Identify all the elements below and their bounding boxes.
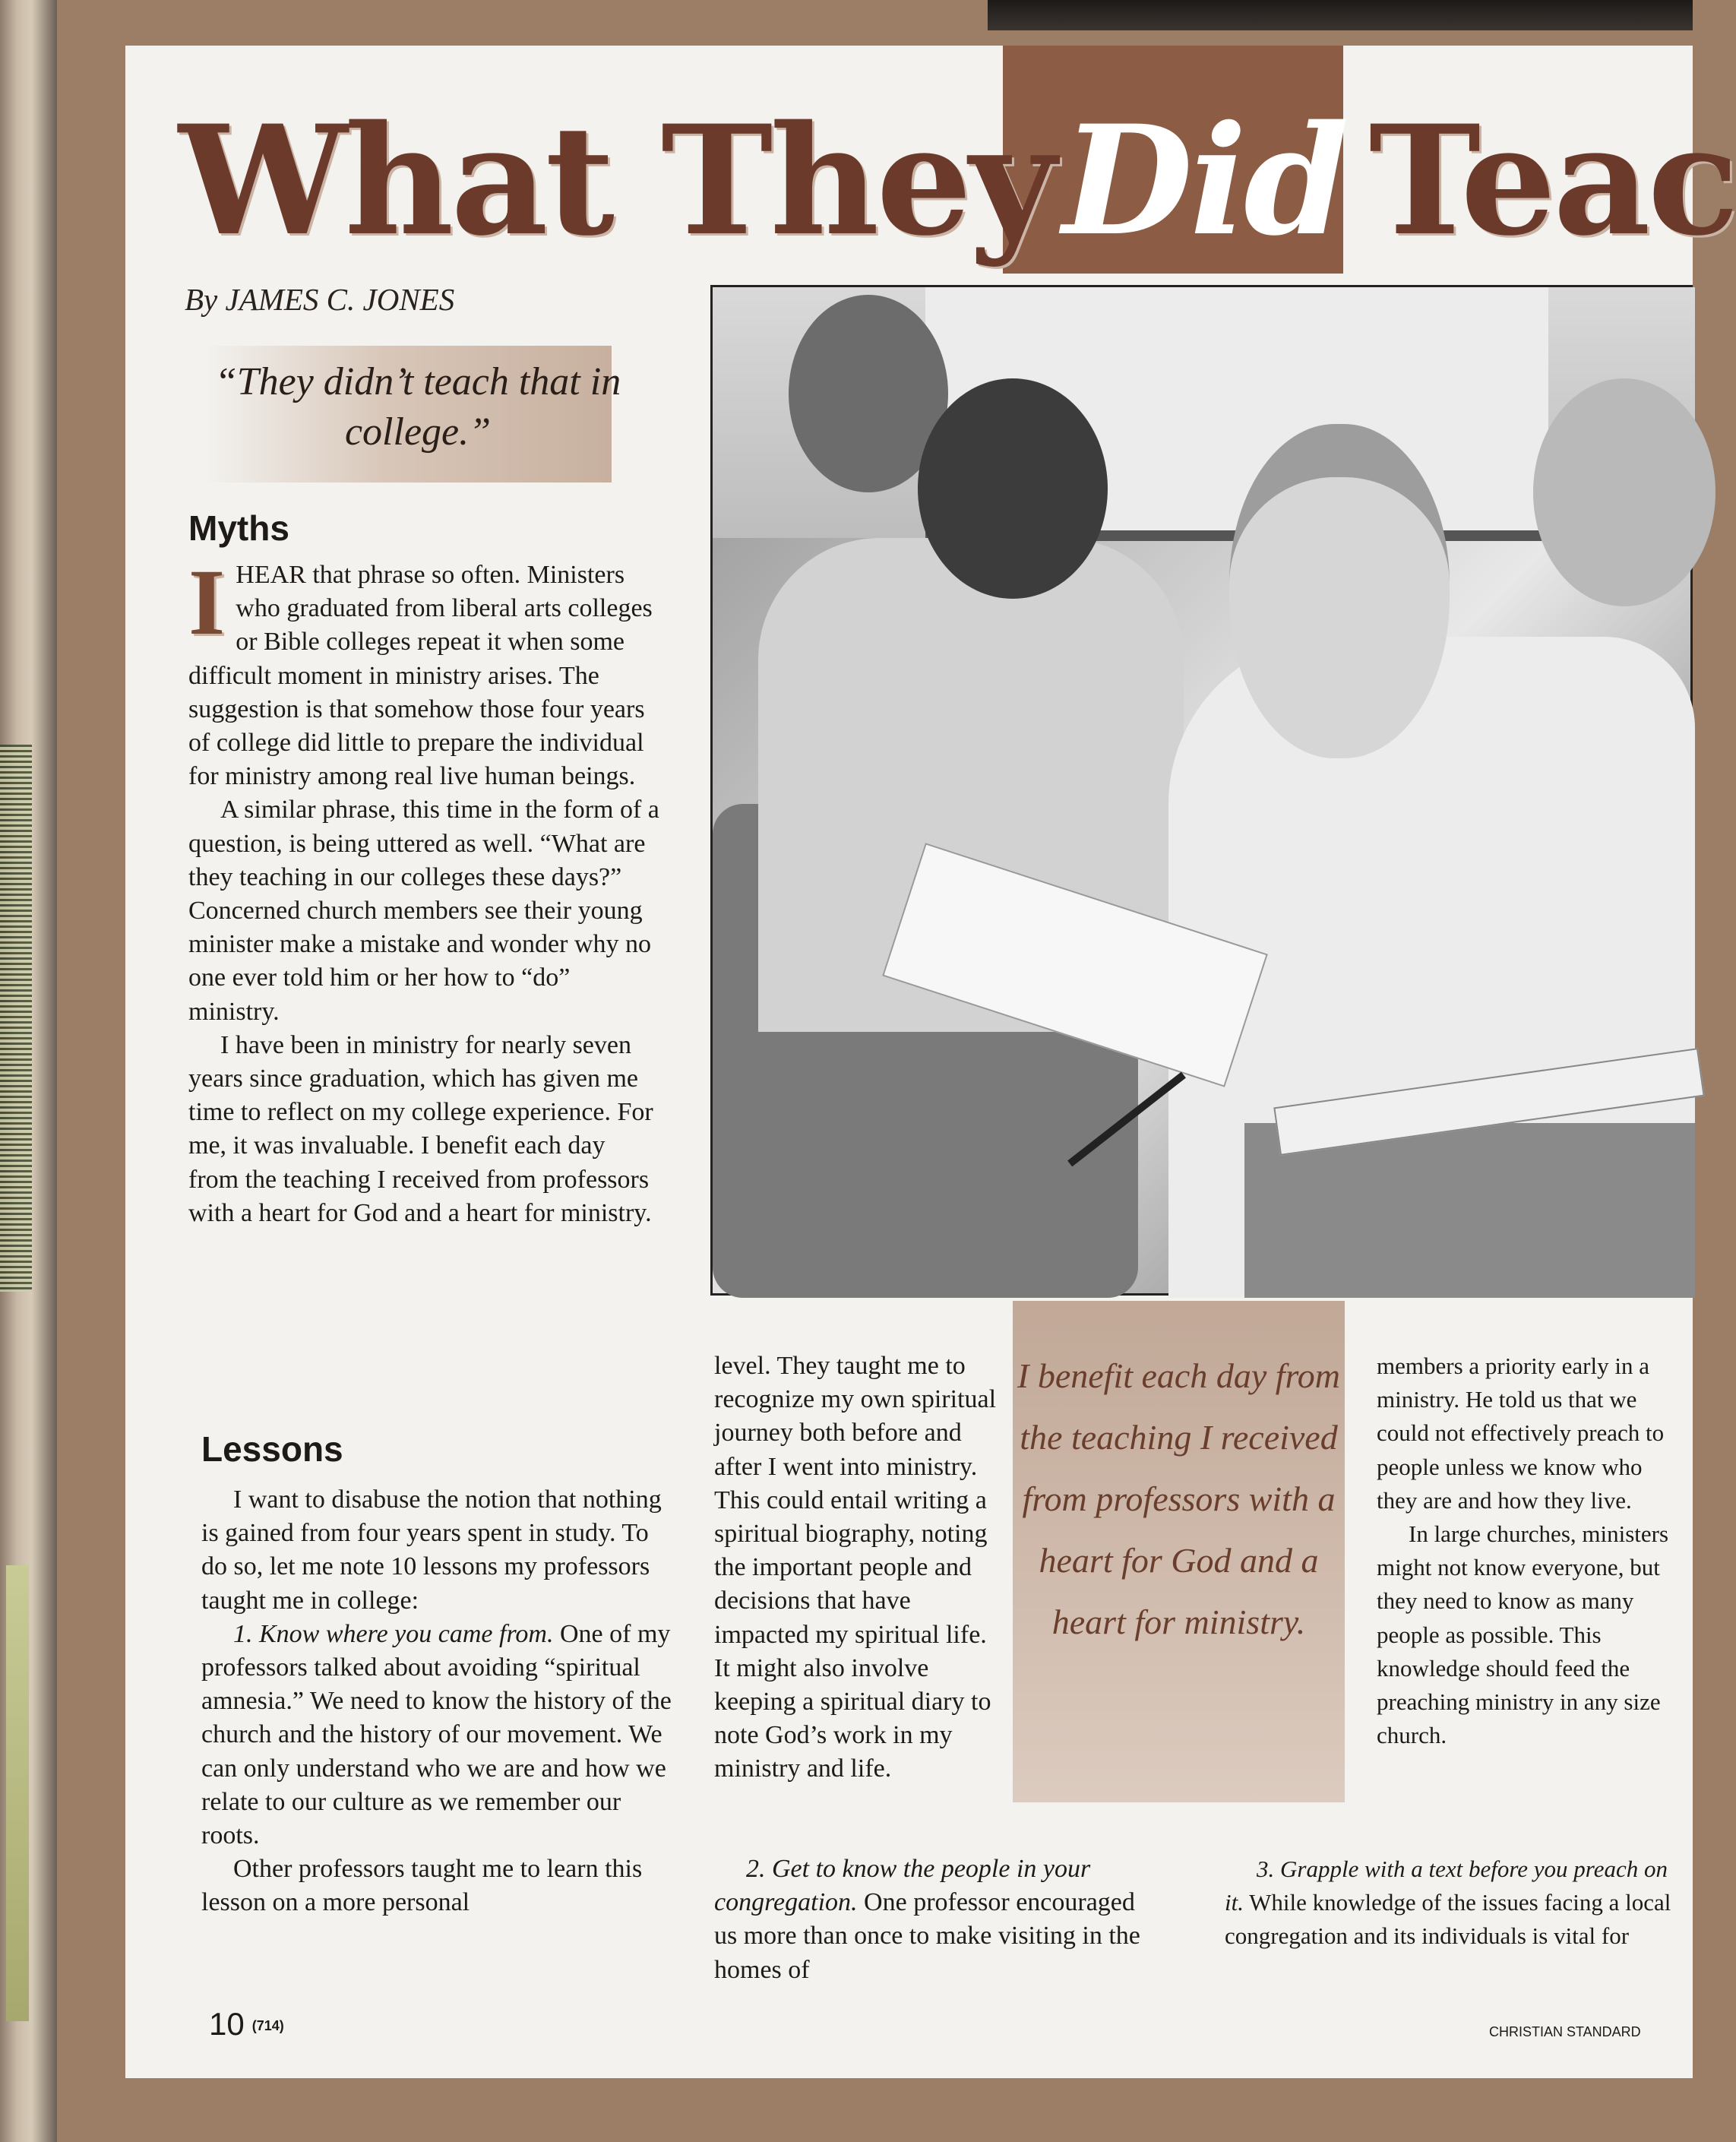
paragraph: level. They taught me to recognize my own spiritual journey both before and after I went into ministry. This could entail writing a spiritual biography, noting the important people and decisions that have impacted my spiritual life. It might also involve keeping a spiritual diary to note God’s work in my ministry and life. [714, 1352, 997, 1783]
paragraph: A similar phrase, this time in the form of a question, is being uttered as well. “What are they teaching in our colleges these days?” Concerned church members see their young minister make a mistake and wonder why no one ever told him or her how to “do” ministry. [188, 796, 659, 1026]
paragraph: Other professors taught me to learn this lesson on a more personal [201, 1855, 643, 1917]
section-heading-lessons: Lessons [201, 1429, 343, 1469]
body-column-2b [714, 1852, 1162, 1987]
paragraph: IHEAR that phrase so often. Ministers who graduated from liberal arts colleges or Bible colleges repeat it when some difficult moment in ministry arises. The suggestion is that somehow those four years of college did little to prepare the individual for ministry among real live human beings. [188, 550, 653, 791]
page-number: 10 (714) [209, 2006, 284, 2042]
paragraph: I have been in ministry for nearly seven years since graduation, which has given me time to reflect on my college experience. For me, it was invaluable. I benefit each day from the teaching I received from professors with a heart for God and a heart for ministry. [188, 1030, 653, 1227]
body-column-1b [201, 1483, 672, 1920]
article-title [179, 90, 1736, 272]
classroom-photo [710, 285, 1693, 1296]
paragraph: 1. Know where you came from. One of my professors talked about avoiding “spiritual amnesia.” We need to know the history of the church and the history of our movement. We can only understand who we are and how we relate to our culture as we remember our roots. [201, 1619, 672, 1850]
body-column-1a [188, 550, 659, 1230]
body-column-3b [1225, 1852, 1681, 1954]
adjacent-page-barcode [0, 745, 32, 1292]
magazine-name: CHRISTIAN STANDARD [1489, 2024, 1641, 2039]
paragraph: members a priority early in a ministry. He told us that we could not effectively preach to people unless we know who they are and how they live. [1377, 1353, 1665, 1514]
section-heading-myths: Myths [188, 508, 289, 548]
paragraph: I want to disabuse the notion that nothing is gained from four years spent in study. To do so, let me note 10 lessons my professors taught me in college: [201, 1485, 662, 1615]
body-column-3a [1377, 1349, 1677, 1752]
title-part-3: Teac [1368, 92, 1736, 269]
drop-cap: I [188, 550, 226, 654]
body-column-2a [714, 1349, 1003, 1786]
adjacent-page-edge [6, 1565, 29, 2021]
pullquote: “They didn’t teach that in college.” [214, 360, 621, 454]
top-shadow [988, 0, 1693, 30]
paragraph: In large churches, ministers might not know everyone, but they need to know as many people as possible. This knowledge should feed the preaching ministry in any size church. [1377, 1520, 1669, 1749]
paragraph: 2. Get to know the people in your congregation. One professor encouraged us more than once to make visiting in the homes of [714, 1855, 1140, 1984]
paragraph: 3. Grapple with a text before you preach on it. While knowledge of the issues facing a local congregation and its individuals is vital for [1225, 1856, 1671, 1950]
issue-page-number: (714) [251, 2018, 284, 2034]
title-part-1: What They [179, 92, 1054, 269]
pullquote-2: I benefit each day from the teaching I received from professors with a heart for God and a heart for ministry. [1017, 1356, 1340, 1641]
byline: By JAMES C. JONES [185, 282, 455, 317]
title-part-2: Did [1062, 92, 1346, 269]
